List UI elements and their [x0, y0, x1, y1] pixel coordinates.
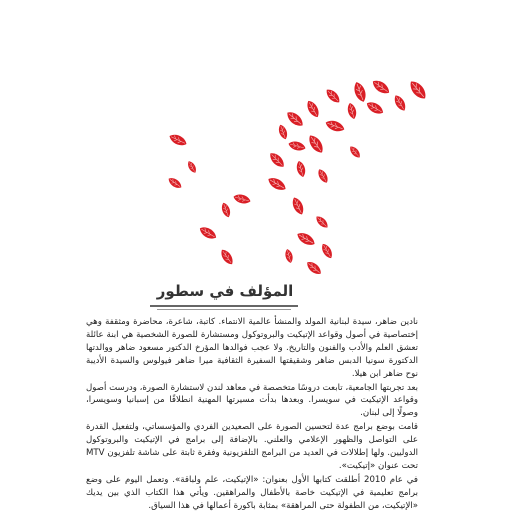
author-biography	[86, 316, 418, 514]
leaf-icon	[365, 99, 386, 116]
leaf-icon	[284, 109, 305, 129]
leaf-icon	[167, 176, 184, 191]
leaf-icon	[319, 242, 334, 260]
leaf-icon	[346, 102, 358, 120]
title-underline	[150, 305, 298, 307]
leaf-icon	[304, 99, 321, 120]
leaf-icon	[407, 78, 429, 102]
leaf-icon	[324, 87, 342, 105]
leaf-icon	[219, 247, 236, 266]
bio-paragraph: بعد تجربتها الجامعية، تابعت دروسًا متخصصة في معاهد لندن لاستشارة الصورة، ودرست أصول وقواعد الإتيكيت في سويسرا. وبعدها بدأت مسيرتها المهنية انطلاقًا من إسبانيا وسويسرا، وصولًا إلى لبنان.	[86, 382, 418, 419]
leaf-icon	[284, 248, 294, 264]
leaf-icon	[352, 80, 369, 103]
leaf-icon	[186, 160, 198, 175]
leaf-icon	[277, 124, 289, 141]
leaf-icon	[316, 167, 330, 184]
bio-paragraph: نادين ضاهر، سيدة لبنانية المولد والمنشأ عالمية الانتماء. كاتبة، شاعرة، محاضرة ومثقفة وهي إختصاصية في أصول وقواعد الإتيكيت والبروتوكول ومستشارة للصورة الشخصية هي ابنة عائلة تعشق العلم والأدب والفنون والتاريخ. ولا عجب فوالدها المؤرخ الدكتور مسعود ضاهر ووالدتها الدكتورة سونيا الدبس ضاهر وشقيقتها السفيرة الثقافية ميرا ضاهر فيولوس والسيدة الأديبة نوح ضاهر ابن هيلا.	[86, 317, 418, 379]
leaf-icon	[306, 133, 326, 156]
leaf-icon	[295, 230, 317, 248]
leaf-icon	[392, 93, 408, 112]
leaf-icon	[314, 214, 330, 230]
leaf-icon	[290, 196, 306, 217]
bio-paragraph: في عام 2010 أطلقت كتابها الأول بعنوان: «الإتيكيت، علم ولباقة». وتعمل اليوم على وضع برامج تعليمية في الإتيكيت خاصة بالأطفال والمراهقين. ويأتي هذا الكتاب الذي بين يديك «الإتيكيت، من الطفولة حتى المراهقة» بمثابة باكورة أعمالها في هذا السياق.	[86, 474, 418, 511]
leaf-icon	[198, 224, 219, 241]
leaf-icon	[232, 193, 251, 206]
leaf-icon	[266, 175, 288, 193]
leaf-icon	[287, 140, 306, 153]
leaf-icon	[305, 259, 324, 277]
leaf-icon	[220, 202, 232, 219]
leaf-icon	[370, 77, 392, 96]
bio-paragraph: قامت بوضع برامج عدة لتحسين الصورة على الصعيدين الفردي والمؤسساتي، ولتفعيل القدرة على التواصل والظهور الإعلامي والعلني. بالإضافة إلى برامج في الإتيكيت والبروتوكول الدوليين. ولها إطلالات في العديد من البرامج التلفزيونية وفقرة ثابتة على شاشة تلفزيون MTV تحت عنوان «إتيكيت».	[86, 422, 418, 471]
title-underline-thin	[157, 309, 291, 310]
leaf-icon	[348, 144, 362, 159]
leaf-icon	[168, 132, 189, 148]
leaf-icon	[267, 150, 287, 170]
leaf-icon	[324, 118, 346, 134]
page-title: المؤلف في سطور	[156, 282, 294, 300]
leaf-icon	[295, 160, 307, 178]
